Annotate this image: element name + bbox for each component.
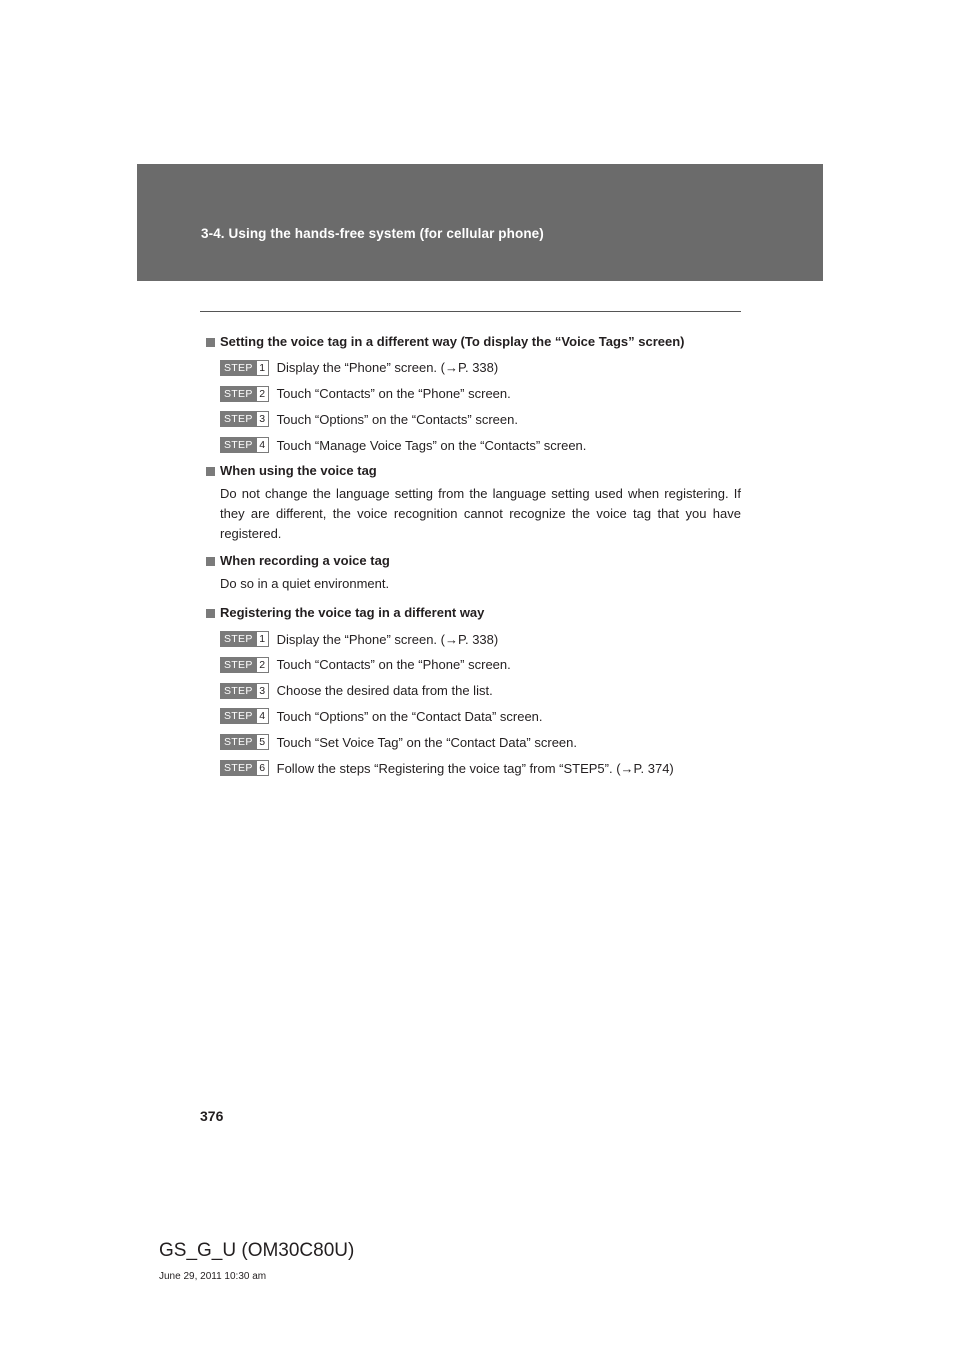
step-text: Touch “Options” on the “Contacts” screen. [276,411,518,427]
page-content [206,329,741,781]
section-header-band [137,164,823,281]
step-badge: STEP 6 [220,760,269,776]
step-badge: STEP 2 [220,386,269,402]
step-badge: STEP 3 [220,411,269,427]
document-date: June 29, 2011 10:30 am [159,1271,267,1282]
square-bullet-icon [206,338,215,347]
step-badge: STEP 4 [220,437,269,453]
step-text: Touch “Options” on the “Contact Data” screen. [276,708,543,724]
step-item [206,407,741,433]
step-badge: STEP 1 [220,360,269,376]
section-heading-text: When recording a voice tag [220,553,390,569]
step-item [206,652,741,678]
step-text: Touch “Manage Voice Tags” on the “Contacts” screen. [276,437,587,453]
step-text: Display the “Phone” screen. (→P. 338) [276,631,499,647]
square-bullet-icon [206,609,215,618]
step-item [206,381,741,407]
section-heading [206,458,741,484]
page-number: 376 [200,1108,224,1124]
step-badge: STEP 5 [220,734,269,750]
square-bullet-icon [206,467,215,476]
section-body: Do so in a quiet environment. [220,576,390,592]
step-text: Touch “Contacts” on the “Phone” screen. [276,657,511,673]
step-item [206,729,741,755]
section-body: Do not change the language setting from the language setting used when registering. If they are different, the voice recognition cannot recognize the voice tag that you have registered. [220,486,741,542]
step-text: Touch “Set Voice Tag” on the “Contact Data” screen. [276,734,577,750]
section-heading [206,600,741,626]
header-divider [200,311,741,312]
step-badge: STEP 1 [220,631,269,647]
step-item [206,678,741,704]
section-heading-text: When using the voice tag [220,463,377,479]
step-text: Follow the steps “Registering the voice tag” from “STEP5”. (→P. 374) [276,760,674,776]
section-heading [206,329,741,355]
step-item [206,432,741,458]
step-item [206,755,741,781]
step-item [206,704,741,730]
step-badge: STEP 4 [220,708,269,724]
step-text: Display the “Phone” screen. (→P. 338) [276,360,499,376]
step-badge: STEP 3 [220,683,269,699]
square-bullet-icon [206,557,215,566]
section-heading-text: Setting the voice tag in a different way (To display the “Voice Tags” screen) [220,334,685,349]
step-text: Choose the desired data from the list. [276,683,493,699]
step-item [206,355,741,381]
step-badge: STEP 2 [220,657,269,673]
step-item [206,626,741,652]
section-heading-text: Registering the voice tag in a different way [220,605,485,621]
section-header-title: 3-4. Using the hands-free system (for cellular phone) [201,226,544,241]
section-heading [206,548,741,574]
step-text: Touch “Contacts” on the “Phone” screen. [276,386,511,402]
document-code: GS_G_U (OM30C80U) [159,1240,355,1261]
